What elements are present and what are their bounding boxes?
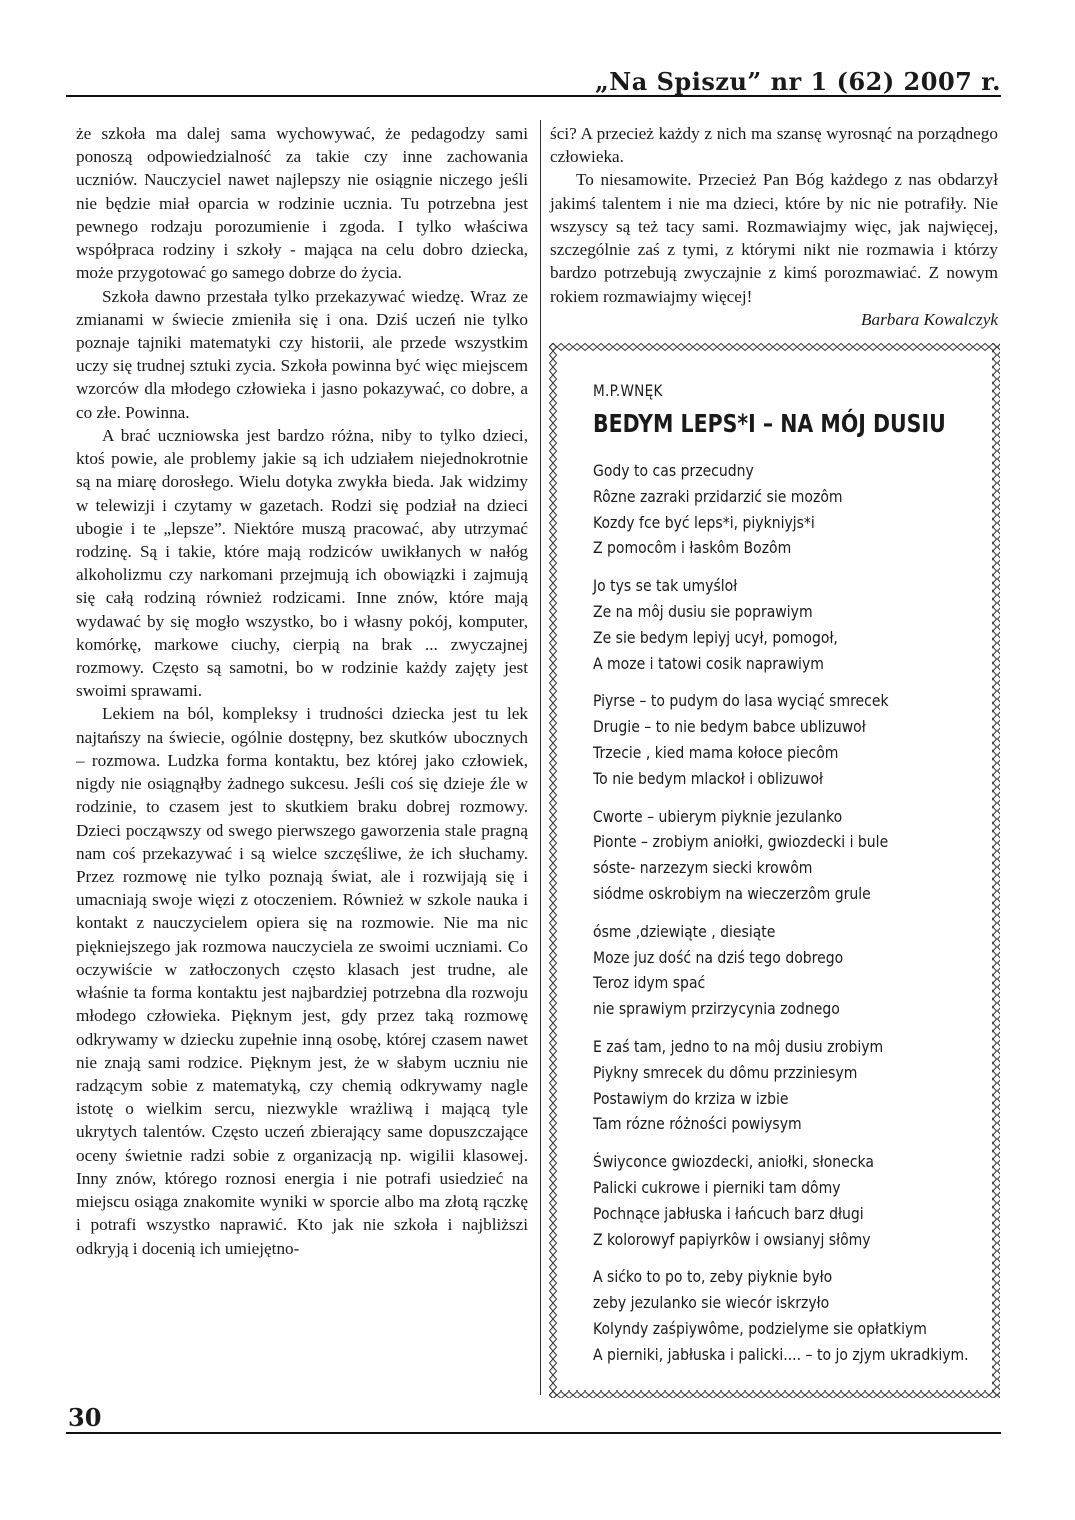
poem-line: sóste- narzezym siecki krowôm xyxy=(593,858,813,878)
article-paragraph: Lekiem na ból, kompleksy i trudności dziecka jest tu lek najtańszy na świecie, ogólnie dostępny, bez skutków ubocznych – rozmowa. Ludzka forma kontaktu, bez której jako człowiek, nigdy nie osiągnąłby żadnego sukcesu. Jeśli coś się dzieje źle w rodzinie, to czasem jest to skutkiem braku dobrej rozmowy. Dzieci począwszy od swego pierwszego gaworzenia stale pragną nam coś przekazywać i są wielce szczęśliwe, że ich słuchamy. Przez rozmowę nie tylko poznają świat, ale i rozwijają się i umacniają swoje więzi z otoczeniem. Również w szkole nauka i kontakt z nauczycielem opiera się na rozmowie. Nie ma nic piękniejszego jak rozmowa nauczyciela ze swoimi uczniami. Co oczywiście w zatłoczonych często klasach jest trudne, ale właśnie ta forma kontaktu jest najbardziej potrzebna dla rozwoju młodego człowieka. Pięknym jest, gdy przez taką rozmowę odkrywamy w dziecku zupełnie inną osobę, której czasem nawet nie znają sami rodzice. Pięknym jest, że w słabym uczniu nie radzącym sobie z matematyką, czy chemią odkrywamy nagle istotę o wielkim sercu, niezwykle wrażliwą i mającą tyle ukrytych talentów. Często uczeń zbierający same dopuszczające oceny świetnie radzi sobie z organizacją np. wigilii klasowej. Inny znów, którego roznosi energia i nie potrafi usiedzieć na miejscu osiąga znakomite wyniki w sporcie albo ma złotą rączkę i potrafi wszystko naprawić. Kto jak nie szkoła i najbliższi odkryją i docenią ich umiejętno- xyxy=(76,704,528,1258)
poem-title: BEDYM LEPS*I – NA MÓJ DUSIU xyxy=(593,409,946,438)
poem-line: Pochnące jabłuska i łańcuch barz długi xyxy=(593,1203,864,1223)
poem-line: E zaś tam, jedno to na môj dusiu zrobiym xyxy=(593,1036,884,1056)
header-divider xyxy=(66,95,1001,97)
poem-line: Z kolorowyf papiyrkôw i owsianyj słômy xyxy=(593,1229,871,1249)
article-paragraph: ści? A przecież każdy z nich ma szansę wyrosnąć na porządnego człowieka. xyxy=(550,124,998,167)
poem-line: A pierniki, jabłuska i palicki.... – to jo zjym ukradkiym. xyxy=(593,1344,969,1364)
poem-stanza xyxy=(593,1264,973,1367)
poem-line: Piykny smrecek du dômu przziniesym xyxy=(593,1062,858,1082)
poem-line: Świyconce gwiozdecki, aniołki, słonecka xyxy=(593,1152,874,1172)
poem-content xyxy=(593,381,973,1380)
article-paragraph: Szkoła dawno przestała tylko przekazywać wiedzę. Wraz ze zmianami w świecie zmieniła się i ona. Dziś uczeń nie tylko poznaje tajniki matematyki czy historii, ale przede wszystkim uczy się trudnej sztuki zycia. Szkoła powinna być więc miejscem wzorców dla młodego człowieka i jasno pokazywać, co dobre, a co złe. Powinna. xyxy=(76,286,528,422)
poem-line: Ze sie bedym lepiyj ucył, pomogoł, xyxy=(593,627,838,647)
poem-line: Z pomocôm i łaskôm Bozôm xyxy=(593,538,792,558)
poem-line: Postawiym do krziza w izbie xyxy=(593,1088,789,1108)
poem-line: zeby jezulanko sie wiecór iskrzyło xyxy=(593,1293,830,1313)
poem-stanza xyxy=(593,688,973,791)
poem-box xyxy=(549,343,1000,1398)
poem-stanza xyxy=(593,919,973,1022)
poem-line: Palicki cukrowe i pierniki tam dômy xyxy=(593,1177,841,1197)
poem-line: Piyrse – to pudym do lasa wyciąć smrecek xyxy=(593,691,889,711)
poem-line: Gody to cas przecudny xyxy=(593,461,754,480)
poem-line: siódme oskrobiym na wieczerzôm grule xyxy=(593,883,871,903)
poem-line: Pionte – zrobiym aniołki, gwiozdecki i bule xyxy=(593,832,889,852)
poem-line: Moze juz dość na dziś tego dobrego xyxy=(593,947,844,967)
poem-line: Teroz idym spać xyxy=(593,973,706,993)
poem-stanza xyxy=(593,573,973,676)
article-paragraph: To niesamowite. Przecież Pan Bóg każdego z nas obdarzył jakimś talentem i nie ma dzieci, które by nic nie potrafiły. Nie wszyscy są też tacy sami. Rozmawiajmy więc, jak najwięcej, szczególnie zaś z tymi, z którymi nikt nie rozmawia i którzy bardzo potrzebują zwyczajnie z kimś porozmawiać. Z nowym rokiem rozmawiajmy więcej! xyxy=(550,170,998,306)
poem-line: Kolyndy zaśpiywôme, podzielyme sie opłatkiym xyxy=(593,1318,927,1338)
poem-author: M.P.WNĘK xyxy=(593,381,663,400)
poem-stanza xyxy=(593,1149,973,1252)
poem-line: A sićko to po to, zeby piyknie było xyxy=(593,1267,833,1287)
page-header-title: „Na Spiszu” nr 1 (62) 2007 r. xyxy=(594,67,1001,96)
column-divider xyxy=(540,120,541,1395)
poem-line: Jo tys se tak umyśloł xyxy=(593,576,738,596)
footer-divider xyxy=(66,1432,1001,1434)
poem-stanza xyxy=(593,804,973,907)
poem-line: ósme ,dziewiąte , diesiąte xyxy=(593,921,776,941)
poem-line: Rôzne zazraki przidarzić sie mozôm xyxy=(593,486,843,506)
poem-line: Trzecie , kied mama kołoce piecôm xyxy=(593,742,839,762)
article-signature: Barbara Kowalczyk xyxy=(860,309,998,329)
left-article-column xyxy=(76,122,528,1392)
poem-line: A moze i tatowi cosik naprawiym xyxy=(593,653,824,673)
poem-line: Cworte – ubierym piyknie jezulanko xyxy=(593,806,843,826)
poem-line: Drugie – to nie bedym babce ublizuwoł xyxy=(593,717,866,737)
poem-stanza xyxy=(593,1034,973,1137)
article-paragraph: A brać uczniowska jest bardzo różna, niby to tylko dzieci, ktoś powie, ale problemy jakie są ich udziałem niejednokrotnie są na miarę dorosłego. Wielu dotyka zwykła bieda. Jak widzimy w telewizji i czytamy w gazetach. Rodzi się podział na dzieci ubogie i te „lepsze”. Niektóre muszą pracować, aby utrzymać rodzinę. Są i takie, które mają rodziców uwikłanych w nałóg alkoholizmu czy narkomani przejmują ich obowiązki i zajmują się całą rodziną również rodzicami. Inne znów, które mają wydawać by się mogło wszystko, bo i własny pokój, komputer, komórkę, markowe ciuchy, cierpią na brak ... zwyczajnej rozmowy. Często są samotni, bo w rodzinie każdy zajęty jest swoimi sprawami. xyxy=(76,425,528,701)
page-number: 30 xyxy=(68,1403,102,1432)
poem-stanza xyxy=(593,458,973,561)
poem-stanzas xyxy=(593,458,973,1368)
right-article-column xyxy=(550,122,998,331)
article-paragraph: że szkoła ma dalej sama wychowywać, że pedagodzy sami ponoszą odpowiedzialność za takie czy inne zachowania uczniów. Nauczyciel nawet najlepszy nie osiągnie niczego jeśli nie będzie miał oparcia w rodzinie ucznia. Tu potrzebna jest pewnego rodzaju porozumienie i zgoda. I tylko właściwa współpraca rodziny i szkoły - mająca na celu dobro dziecka, może przygotować go samego dobrze do życia. xyxy=(76,124,528,283)
poem-line: Tam rózne różności powiysym xyxy=(593,1114,802,1134)
poem-line: Ze na môj dusiu sie poprawiym xyxy=(593,601,813,621)
poem-line: To nie bedym mlackoł i oblizuwoł xyxy=(593,768,824,788)
poem-line: nie sprawiym przirzycynia zodnego xyxy=(593,999,840,1019)
poem-line: Kozdy fce być leps*i, piykniyjs*i xyxy=(593,512,815,532)
